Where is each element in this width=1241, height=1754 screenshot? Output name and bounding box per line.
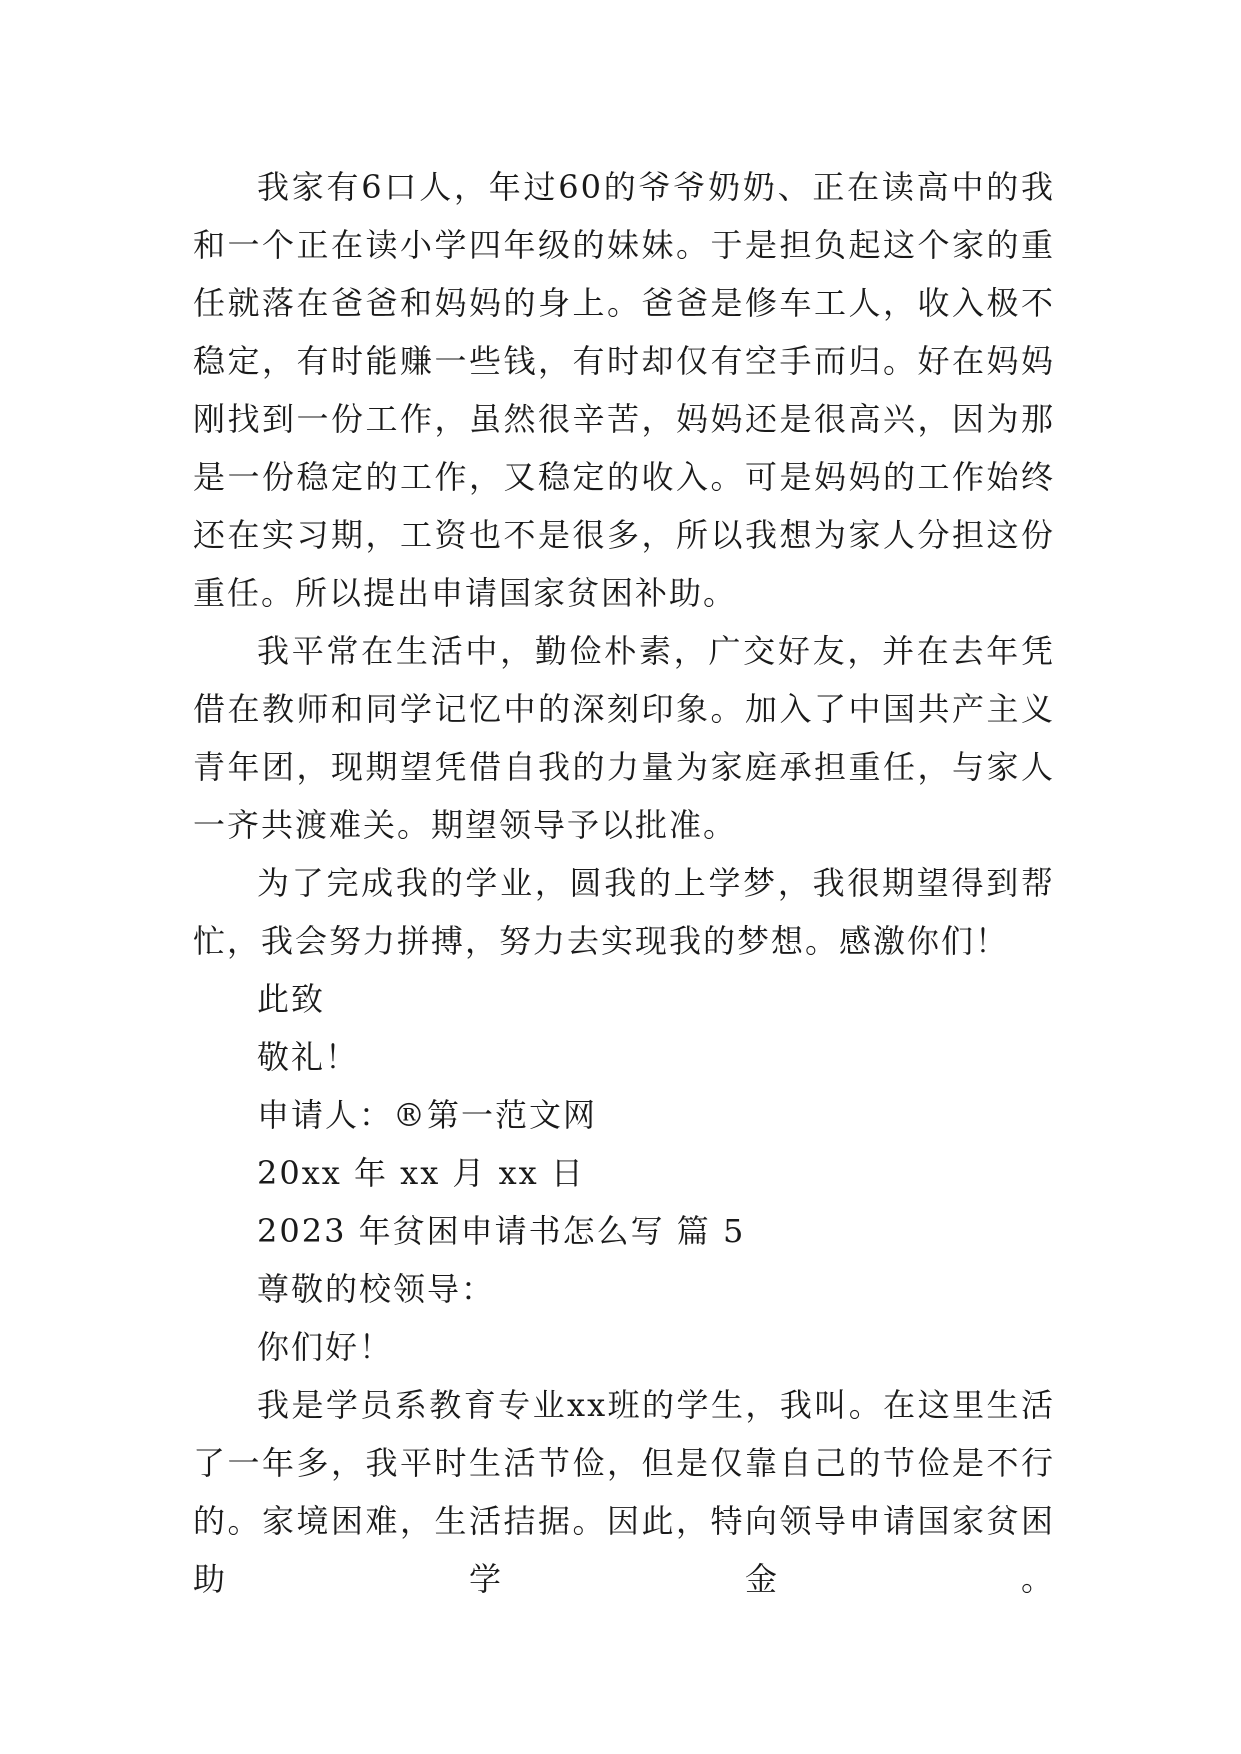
hello-line: 你们好！ (257, 1328, 394, 1366)
document-body (193, 158, 1055, 1608)
date-line: 20xx 年 xx 月 xx 日 (257, 1154, 585, 1192)
paragraph-personal-conduct: 我平常在生活中，勤俭朴素，广交好友，并在去年凭借在教师和同学记忆中的深刻印象。加入了中国共产主义青年团，现期望凭借自我的力量为家庭承担重任，与家人一齐共渡难关。期望领导予以批准。 (193, 632, 1055, 844)
section-title: 2023 年贫困申请书怎么写 篇 5 (257, 1212, 746, 1250)
closing-line: 此致 (257, 980, 326, 1018)
paragraph-student-intro: 我是学员系教育专业xx班的学生，我叫。在这里生活了一年多，我平时生活节俭，但是仅靠自己的节俭是不行的。家境困难，生活拮据。因此，特向领导申请国家贫困助学金。 (193, 1386, 1055, 1598)
paragraph-aspiration: 为了完成我的学业，圆我的上学梦，我很期望得到帮忙，我会努力拼搏，努力去实现我的梦想。感激你们！ (193, 864, 1055, 960)
salute-line: 敬礼！ (257, 1038, 360, 1076)
paragraph-family-situation: 我家有6口人，年过60的爷爷奶奶、正在读高中的我和一个正在读小学四年级的妹妹。于是担负起这个家的重任就落在爸爸和妈妈的身上。爸爸是修车工人，收入极不稳定，有时能赚一些钱，有时却仅有空手而归。好在妈妈刚找到一份工作，虽然很辛苦，妈妈还是很高兴，因为那是一份稳定的工作，又稳定的收入。可是妈妈的工作始终还在实习期，工资也不是很多，所以我想为家人分担这份重任。所以提出申请国家贫困补助。 (193, 168, 1055, 612)
signature-line: 申请人：®第一范文网 (257, 1096, 598, 1134)
greeting-line: 尊敬的校领导： (257, 1270, 496, 1308)
